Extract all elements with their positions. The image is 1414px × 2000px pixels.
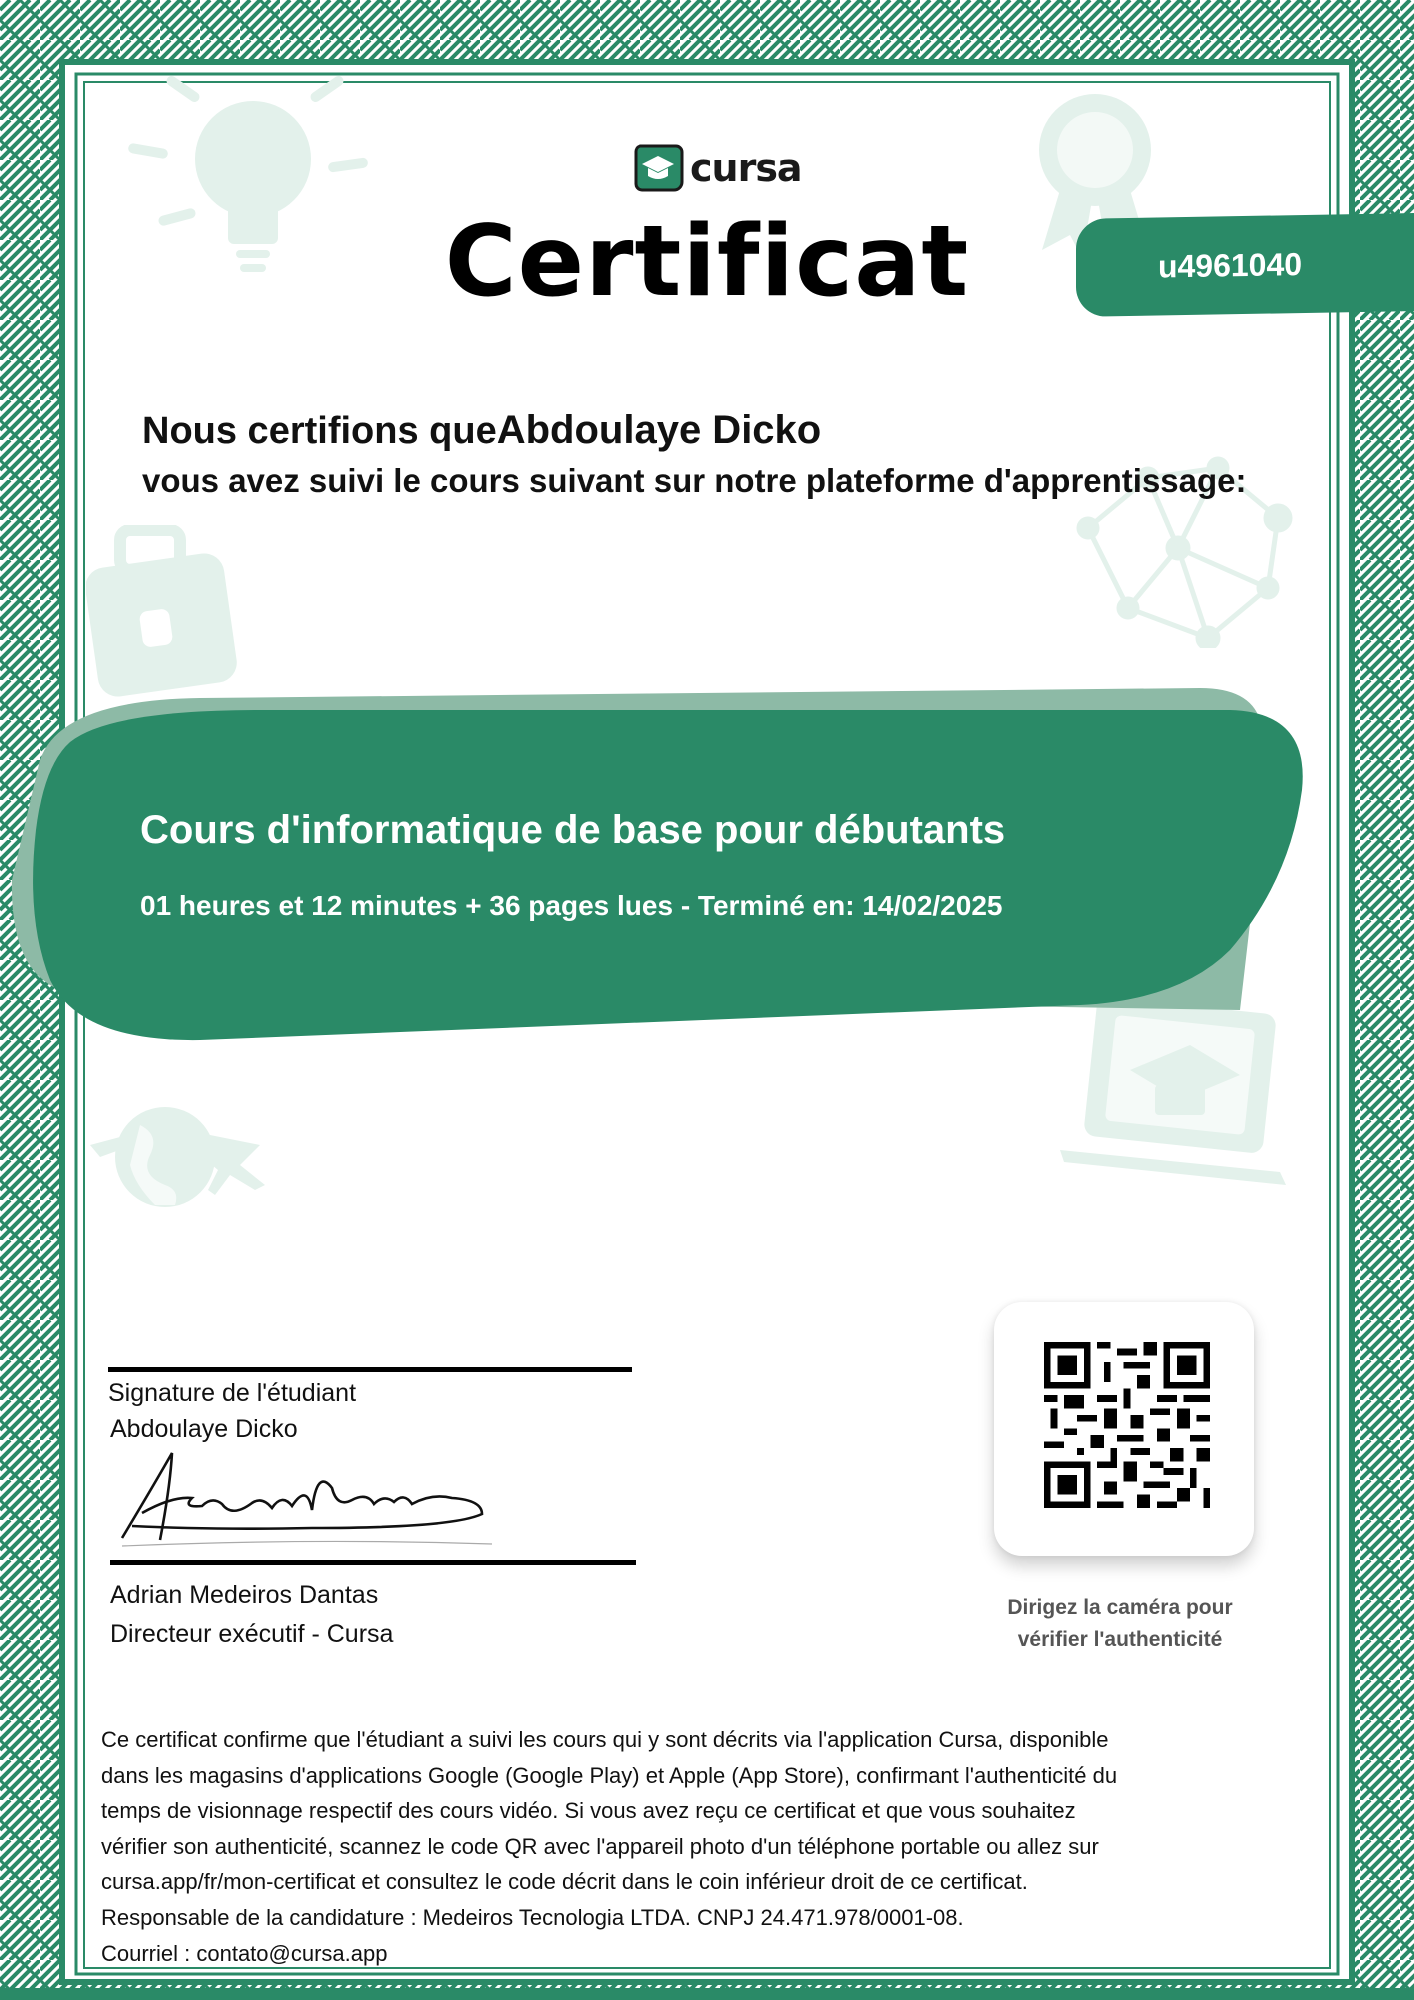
course-meta: 01 heures et 12 minutes + 36 pages lues - Terminé en: 14/02/2025 [140,890,1003,921]
certification-intro [142,408,821,453]
student-signature-name: Abdoulaye Dicko [110,1415,298,1443]
briefcase-icon [86,525,246,700]
certificate-id-badge [1076,213,1414,317]
legal-line: Responsable de la candidature : Medeiros Tecnologia LTDA. CNPJ 24.471.978/0001-08. [101,1904,964,1930]
course-title: Cours d'informatique de base pour débutants [140,808,1006,852]
legal-line: cursa.app/fr/mon-certificat et consultez le code décrit dans le coin inférieur droit de ce certificat. [101,1869,1028,1895]
legal-line: vérifier son authenticité, scannez le code QR avec l'appareil photo d'un téléphone portable ou allez sur [101,1833,1099,1859]
qr-caption-line-1: Dirigez la caméra pour [1007,1596,1233,1619]
legal-line: dans les magasins d'applications Google (Google Play) et Apple (App Store), confirmant l'authenticité du [101,1762,1118,1788]
logo-text: cursa [690,146,802,190]
qr-code-icon[interactable] [1044,1342,1210,1508]
legal-line: Ce certificat confirme que l'étudiant a suivi les cours qui y sont décrits via l'application Cursa, disponible [101,1727,1109,1752]
director-handwritten-signature [112,1448,502,1558]
certificate-id: u4961040 [1157,245,1303,285]
graduation-cap-icon [632,142,684,194]
qr-code-card[interactable] [994,1302,1254,1556]
student-signature-line [108,1367,632,1372]
page-title: Certificat [444,205,970,319]
legal-line: Courriel : contato@cursa.app [101,1940,388,1966]
cursa-logo [632,140,802,196]
director-title: Directeur exécutif - Cursa [110,1620,394,1648]
director-signature-line [110,1560,636,1565]
certificate-legal-text [101,1722,1301,1971]
legal-line: temps de visionnage respectif des cours vidéo. Si vous avez reçu ce certificat et que vous souhaitez [101,1798,1076,1824]
director-name: Adrian Medeiros Dantas [110,1581,379,1609]
intro-prefix: Nous certifions que [142,410,497,452]
course-banner [0,680,1414,1060]
globe-travel-icon [90,1095,270,1220]
qr-caption [980,1592,1260,1656]
intro-line-2: vous avez suivi le cours suivant sur notre plateforme d'apprentissage: [142,462,1247,499]
student-name: Abdoulaye Dicko [496,408,822,452]
student-signature-label: Signature de l'étudiant [108,1379,357,1407]
qr-caption-line-2: vérifier l'authenticité [1017,1628,1223,1651]
